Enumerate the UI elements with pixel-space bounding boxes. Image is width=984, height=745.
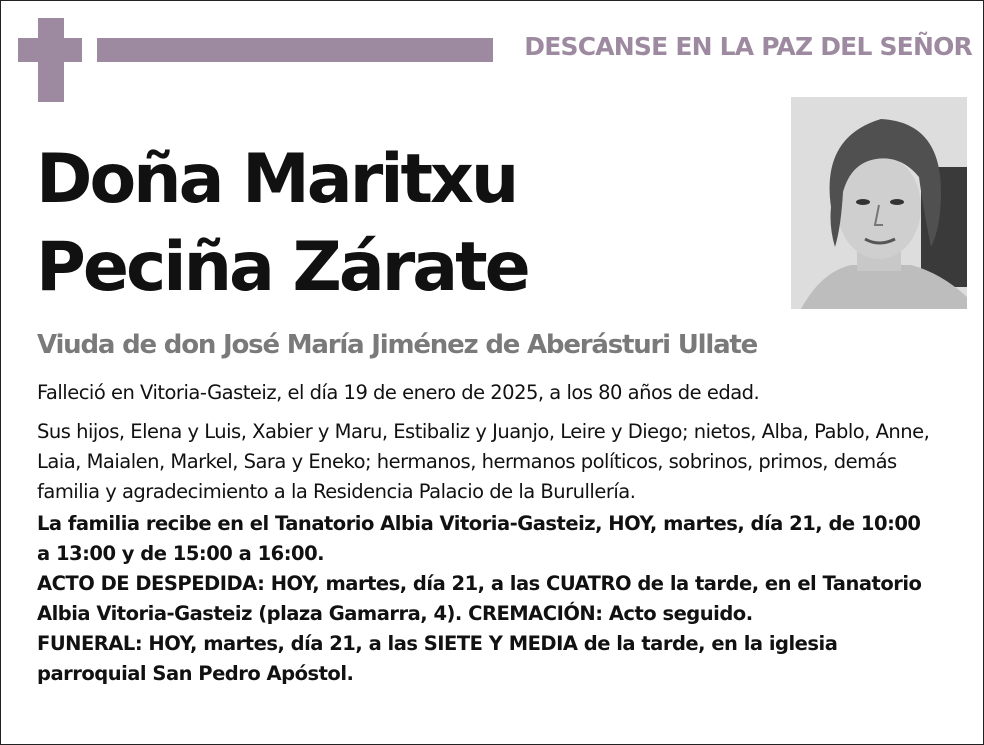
death-statement: Falleció en Vitoria-Gasteiz, el día 19 de enero de 2025, a los 80 años de edad. <box>37 381 760 404</box>
header-divider-bar <box>97 38 493 62</box>
deceased-name <box>36 136 528 312</box>
farewell-statement: ACTO DE DESPEDIDA: HOY, martes, día 21, a las CUATRO de la tarde, en el Tanatorio Albia Vitoria-Gasteiz (plaza Gamarra, 4). CREMACIÓN: Acto seguido. <box>37 572 922 625</box>
cross-horizontal-bar <box>18 38 82 62</box>
portrait-image <box>791 97 967 309</box>
name-line-1: Doña Maritxu <box>36 140 517 219</box>
header-motto: DESCANSE EN LA PAZ DEL SEÑOR <box>524 32 972 61</box>
name-line-2: Peciña Zárate <box>36 228 528 307</box>
reception-statement: La familia recibe en el Tanatorio Albia Vitoria-Gasteiz, HOY, martes, día 21, de 10:00 a 13:00 y de 15:00 a 16:00. <box>37 512 921 565</box>
family-statement: Sus hijos, Elena y Luis, Xabier y Maru, Estibaliz y Juanjo, Leire y Diego; nietos, Alba, Pablo, Anne, Laia, Maialen, Markel, Sara y Eneko; hermanos, hermanos políticos, sobrinos, primos, demás familia y agradecimiento a la Residencia Palacio de la Burullería. <box>37 420 930 503</box>
funeral-statement: FUNERAL: HOY, martes, día 21, a las SIETE Y MEDIA de la tarde, en la iglesia parroquial San Pedro Apóstol. <box>37 632 838 685</box>
widow-subtitle: Viuda de don José María Jiménez de Aberásturi Ullate <box>37 330 758 360</box>
portrait-photo <box>791 97 967 309</box>
notice-body <box>37 378 937 689</box>
